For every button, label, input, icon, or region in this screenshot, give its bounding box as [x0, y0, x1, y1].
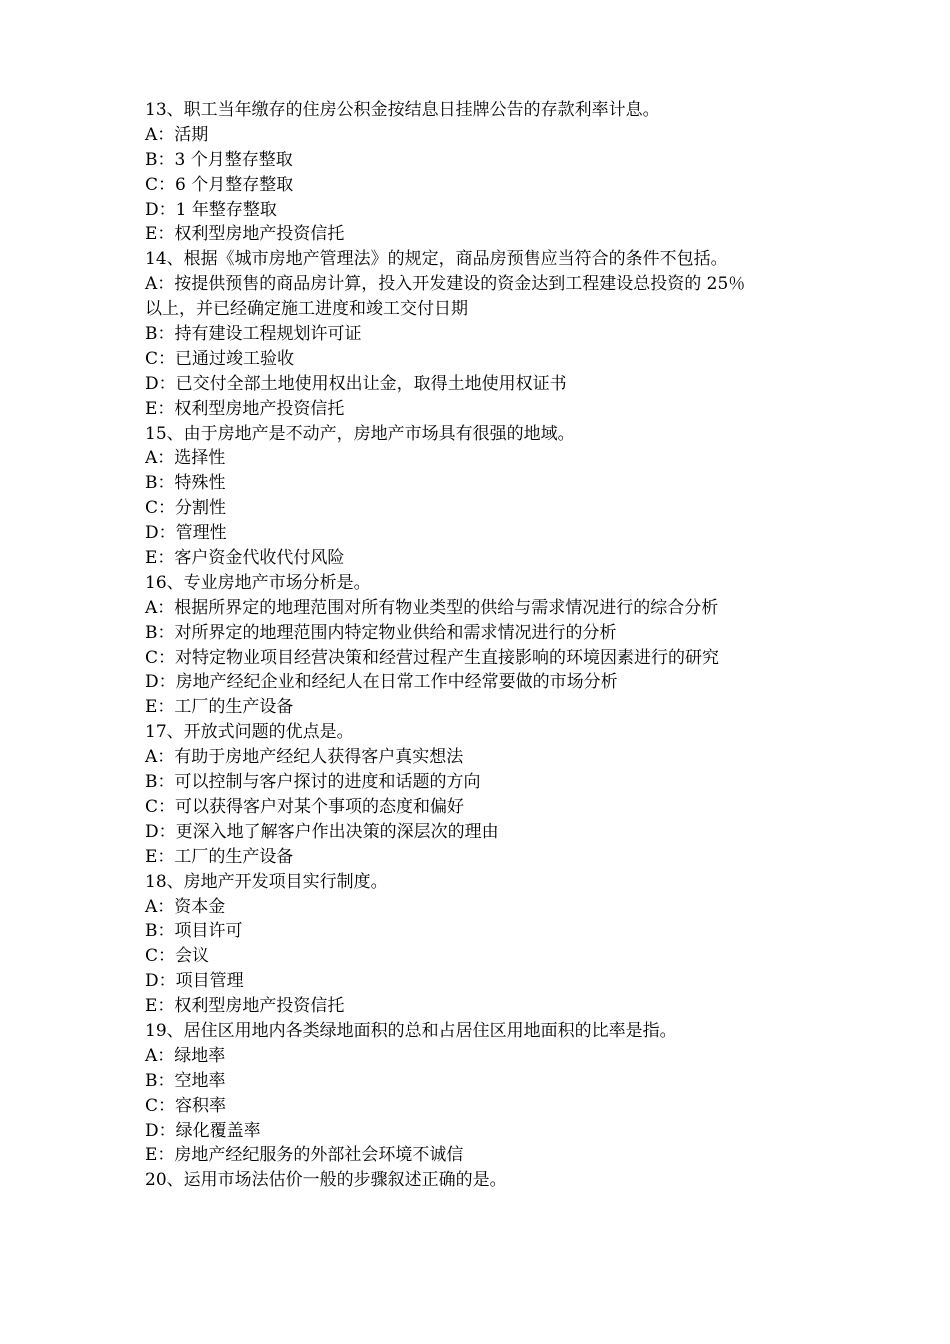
question-17: 17、开放式问题的优点是。	[145, 722, 354, 743]
option-13-a: A：活期	[145, 124, 209, 145]
option-16-e: E：工厂的生产设备	[145, 697, 294, 718]
option-14-a: A：按提供预售的商品房计算，投入开发建设的资金达到工程建设总投资的 25％	[145, 274, 746, 295]
option-15-a: A：选择性	[145, 448, 226, 469]
option-13-e: E：权利型房地产投资信托	[145, 224, 345, 245]
option-18-e: E：权利型房地产投资信托	[145, 996, 345, 1017]
option-16-a: A：根据所界定的地理范围对所有物业类型的供给与需求情况进行的综合分析	[145, 597, 719, 618]
option-14-b: B：持有建设工程规划许可证	[145, 324, 362, 345]
option-19-a: A：绿地率	[145, 1045, 226, 1066]
option-15-c: C：分割性	[145, 498, 227, 519]
option-17-a: A：有助于房地产经纪人获得客户真实想法	[145, 747, 464, 768]
option-16-b: B：对所界定的地理范围内特定物业供给和需求情况进行的分析	[145, 622, 617, 643]
option-19-c: C：容积率	[145, 1095, 227, 1116]
option-18-d: D：项目管理	[145, 971, 244, 992]
option-17-d: D：更深入地了解客户作出决策的深层次的理由	[145, 821, 499, 842]
option-13-c: C：6 个月整存整取	[145, 174, 294, 195]
question-16: 16、专业房地产市场分析是。	[145, 572, 371, 593]
option-16-d: D：房地产经纪企业和经纪人在日常工作中经常要做的市场分析	[145, 672, 618, 693]
question-13: 13、职工当年缴存的住房公积金按结息日挂牌公告的存款利率计息。	[145, 100, 660, 120]
option-13-d: D：1 年整存整取	[145, 199, 277, 220]
option-15-b: B：特殊性	[145, 473, 226, 494]
option-14-c: C：已通过竣工验收	[145, 348, 295, 369]
option-18-c: C：会议	[145, 946, 210, 967]
option-15-d: D：管理性	[145, 523, 227, 544]
question-19: 19、居住区用地内各类绿地面积的总和占居住区用地面积的比率是指。	[145, 1020, 677, 1041]
option-14-e: E：权利型房地产投资信托	[145, 398, 345, 419]
option-15-e: E：客户资金代收代付风险	[145, 548, 345, 569]
question-20: 20、运用市场法估价一般的步骤叙述正确的是。	[145, 1170, 507, 1191]
option-13-b: B：3 个月整存整取	[145, 149, 293, 170]
option-17-e: E：工厂的生产设备	[145, 846, 294, 867]
question-18: 18、房地产开发项目实行制度。	[145, 871, 388, 892]
option-14-a-continued: 以上，并已经确定施工进度和竣工交付日期	[145, 299, 468, 320]
option-19-d: D：绿化覆盖率	[145, 1120, 261, 1141]
option-17-b: B：可以控制与客户探讨的进度和话题的方向	[145, 772, 481, 793]
option-18-b: B：项目许可	[145, 921, 243, 942]
option-19-b: B：空地率	[145, 1070, 226, 1091]
option-16-c: C：对特定物业项目经营决策和经营过程产生直接影响的环境因素进行的研究	[145, 647, 720, 668]
option-17-c: C：可以获得客户对某个事项的态度和偏好	[145, 796, 465, 817]
question-14: 14、根据《城市房地产管理法》的规定，商品房预售应当符合的条件不包括。	[145, 249, 728, 270]
option-19-e: E：房地产经纪服务的外部社会环境不诚信	[145, 1145, 464, 1166]
document-page	[145, 98, 825, 1193]
question-15: 15、由于房地产是不动产，房地产市场具有很强的地域。	[145, 423, 575, 444]
option-14-d: D：已交付全部土地使用权出让金，取得土地使用权证书	[145, 373, 567, 394]
option-18-a: A：资本金	[145, 896, 226, 917]
